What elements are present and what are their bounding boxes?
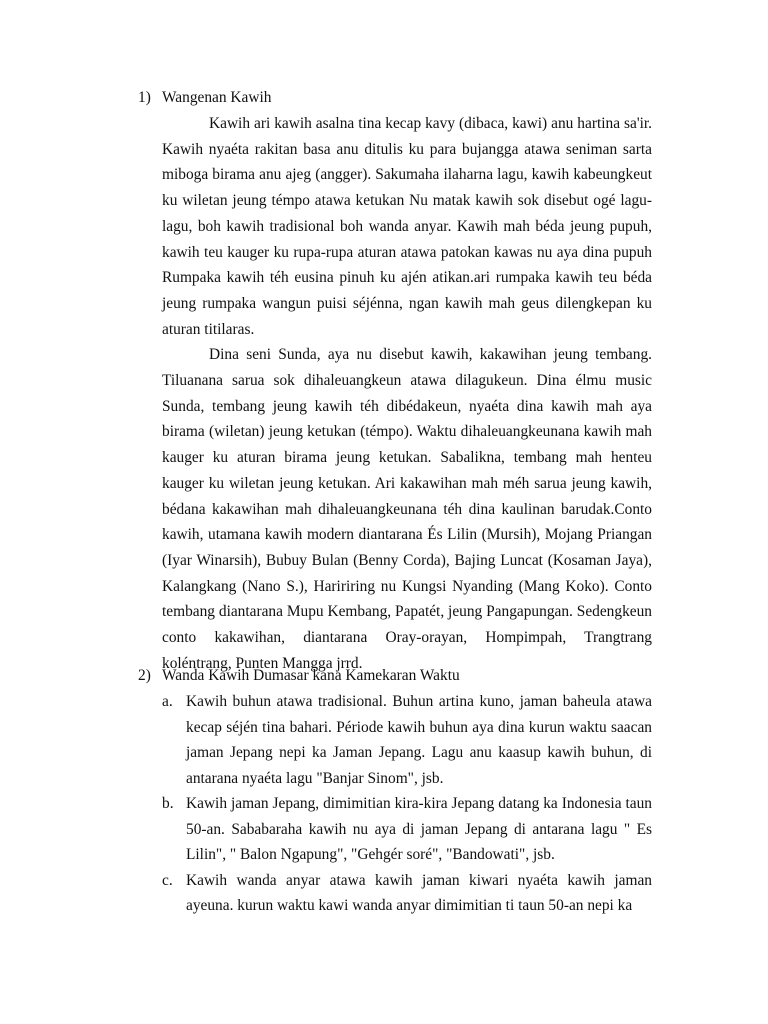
list-item-letter: c.: [162, 871, 173, 889]
list-item-letter: a.: [162, 693, 173, 710]
section-heading: [138, 663, 652, 689]
list-item-text: Kawih wanda anyar atawa kawih jaman kiwari nyaéta kawih jaman ayeuna. kurun waktu kawi wanda anyar dimimitian ti taun 50-an nepi ka: [186, 871, 652, 914]
body-paragraph: Dina seni Sunda, aya nu disebut kawih, kakawihan jeung tembang. Tiluanana sarua sok dihaleuangkeun atawa dilagukeun. Dina élmu music Sunda, tembang jeung kawih téh dibédakeun, nyaéta dina kawih mah aya birama (wiletan) jeung ketukan (témpo). Waktu dihaleuangkeunana kawih mah kauger ku aturan birama jeung ketukan. Sabalikna, tembang mah henteu kauger ku wiletan jeung ketukan. Ari kakawihan mah méh sarua jeung kawih, bédana kakawihan mah dihaleuangkeunana téh dina kaulinan barudak.Conto kawih, utamana kawih modern diantarana És Lilin (Mursih), Mojang Priangan (Iyar Winarsih), Bubuy Bulan (Benny Corda), Bajing Luncat (Kosaman Jaya), Kalangkang (Nano S.), Haririring nu Kungsi Nyanding (Mang Koko). Conto tembang diantarana Mupu Kembang, Papatét, jeung Pangapungan. Sedengkeun conto kakawihan, diantarana Oray-orayan, Hompimpah, Trangtrang koléntrang, Punten Mangga jrrd.: [162, 346, 652, 672]
section-number: 2): [138, 667, 151, 684]
list-item: [138, 791, 652, 868]
list-item: [138, 689, 652, 791]
sub-list: [138, 689, 652, 919]
list-item-text: Kawih buhun atawa tradisional. Buhun artina kuno, jaman baheula atawa kecap séjén tina bahari. Période kawih buhun aya dina kurun waktu saacan jaman Jepang nepi ka Jaman Jepang. Lagu anu kaasup kawih buhun, di antarana nyaéta lagu "Banjar Sinom", jsb.: [186, 693, 652, 787]
section-wangenan-kawih: [138, 85, 652, 676]
section-wanda-kawih: [138, 663, 652, 919]
section-title: Wanda Kawih Dumasar kana Kamekaran Waktu: [162, 667, 460, 684]
list-item-text: Kawih jaman Jepang, dimimitian kira-kira Jepang datang ka Indonesia taun 50-an. Sababaraha kawih nu aya di jaman Jepang di antarana lagu " Es Lilin", " Balon Ngapung", "Gehgér soré", "Bandowati", jsb.: [186, 795, 652, 863]
section-heading: [138, 85, 652, 111]
body-paragraph: Kawih ari kawih asalna tina kecap kavy (dibaca, kawi) anu hartina sa'ir. Kawih nyaéta rakitan basa anu ditulis ku para bujangga atawa seniman sarta miboga birama anu ajeg (angger). Sakumaha ilaharna lagu, kawih kabeungkeut ku wiletan jeung témpo atawa ketukan Nu matak kawih sok disebut ogé lagu-lagu, boh kawih tradisional boh wanda anyar. Kawih mah béda jeung pupuh, kawih teu kauger ku rupa-rupa aturan atawa patokan kawas nu aya dina pupuh Rumpaka kawih téh eusina pinuh ku ajén atikan.ari rumpaka kawih teu béda jeung rumpaka wangun puisi séjénna, ngan kawih mah geus dilengkepan ku aturan titilaras.: [162, 115, 652, 338]
section-title: Wangenan Kawih: [162, 89, 272, 106]
list-item: [138, 868, 652, 919]
list-item-letter: b.: [162, 795, 174, 812]
section-number: 1): [138, 89, 151, 106]
